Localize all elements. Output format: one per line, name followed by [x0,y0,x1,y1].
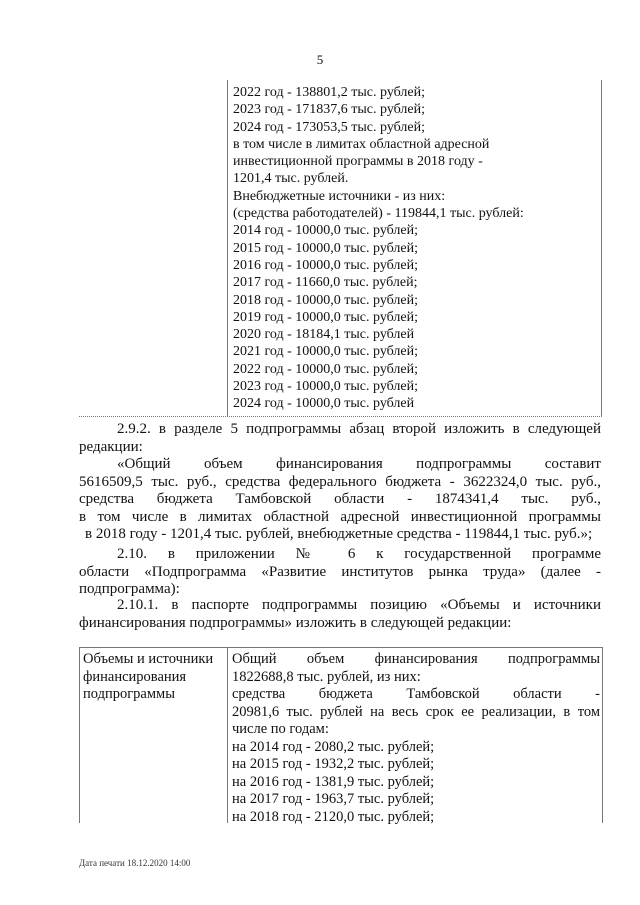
table-line: 2017 год - 11660,0 тыс. рублей; [233,275,418,291]
table-line: 20981,6 тыс. рублей на весь срок ее реализации, в том [232,703,600,720]
table-line: 2015 год - 10000,0 тыс. рублей; [233,240,419,256]
table-line: на 2018 год - 2120,0 тыс. рублей; [232,808,435,825]
table-line: 2023 год - 10000,0 тыс. рублей; [233,379,419,395]
table-line: на 2016 год - 1381,9 тыс. рублей; [232,773,435,790]
financing-table-continued [79,80,602,417]
paragraph-2-9-2 [79,421,601,456]
paragraph-line: 2.10. в приложении № 6 к государственной программе [117,546,601,562]
table-line: Общий объем финансирования подпрограммы [232,651,600,667]
table-line: 2021 год - 10000,0 тыс. рублей; [233,344,419,360]
table-line: в том числе в лимитах областной адресной [233,136,490,152]
table-line: 2019 год - 10000,0 тыс. рублей; [233,309,419,325]
paragraph-line: 2.9.2. в разделе 5 подпрограммы абзац второй изложить в следующей [117,421,601,437]
table-line: 2022 год - 138801,2 тыс. рублей; [233,85,426,100]
table-line: Внебюджетные источники - из них: [233,188,446,204]
paragraph-2-10-1 [79,597,601,632]
paragraph-line: финансирования подпрограммы» изложить в следующей редакции: [79,614,512,631]
print-date-footer: Дата печати 18.12.2020 14:00 [79,858,191,868]
table-line: инвестиционной программы в 2018 году - [233,154,483,170]
paragraph-line: подпрограмма): [79,581,180,597]
table-left-column [79,80,228,416]
table-line: 2018 год - 10000,0 тыс. рублей; [233,292,419,308]
table-line: на 2015 год - 1932,2 тыс. рублей; [232,756,435,772]
table-line: (средства работодателей) - 119844,1 тыс. рублей: [233,206,524,222]
table-line: числе по годам: [232,721,329,737]
paragraph-line: 5616509,5 тыс. руб., средства федерального бюджета - 3622324,0 тыс. руб., [79,473,601,490]
table-line: 1822688,8 тыс. рублей, из них: [232,668,421,685]
table-line: 2020 год - 18184,1 тыс. рублей [233,327,415,343]
table-line: на 2014 год - 2080,2 тыс. рублей; [232,738,435,755]
paragraph-line: редакции: [79,438,143,455]
paragraph-line: в том числе в лимитах областной адресной инвестиционной программы [79,508,601,525]
row-label-line: подпрограммы [83,686,175,702]
paragraph-line: 2.10.1. в паспорте подпрограммы позицию «Объемы и источники [117,597,601,613]
table-right-column [232,651,600,826]
row-label-line: Объемы и источники [83,651,214,667]
paragraph-line: в 2018 году - 1201,4 тыс. рублей, внебюджетные средства - 119844,1 тыс. руб.»; [85,526,593,542]
row-label-line: финансирования [83,668,187,685]
table-left-column [80,648,228,823]
table-line: 1201,4 тыс. рублей. [233,171,349,187]
paragraph-line: области «Подпрограмма «Развитие институтов рынка труда» (далее - [79,563,601,580]
paragraph-2-10 [79,546,601,599]
quoted-paragraph [79,456,601,544]
table-line: 2023 год - 171837,6 тыс. рублей; [233,102,426,118]
paragraph-line: средства бюджета Тамбовской области - 1874341,4 тыс. руб., [79,491,601,507]
page-number: 5 [316,52,324,67]
paragraph-line: «Общий объем финансирования подпрограммы составит [117,456,601,472]
table-line: 2024 год - 173053,5 тыс. рублей; [233,119,426,135]
table-line: 2022 год - 10000,0 тыс. рублей; [233,361,419,377]
table-line: 2024 год - 10000,0 тыс. рублей [233,396,415,412]
table-line: средства бюджета Тамбовской области - [232,686,600,702]
table-right-column [233,84,524,413]
table-line: 2014 год - 10000,0 тыс. рублей; [233,223,419,239]
table-line: 2016 год - 10000,0 тыс. рублей; [233,257,419,273]
table-line: на 2017 год - 1963,7 тыс. рублей; [232,791,435,807]
passport-financing-table [79,647,603,823]
